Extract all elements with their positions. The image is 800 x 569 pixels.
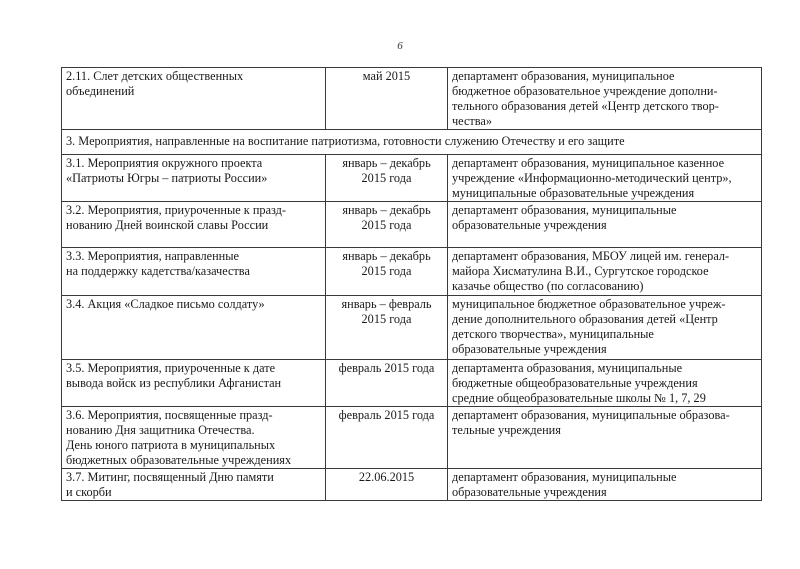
responsible-cell-line: департамент образования, муниципальные: [452, 470, 677, 484]
responsible-cell-line: образовательные учреждения: [452, 485, 607, 499]
table-row: [62, 360, 762, 407]
event-cell-line: 2.11. Слет детских общественных: [66, 69, 244, 83]
event-cell-line: «Патриоты Югры – патриоты России»: [66, 171, 268, 185]
responsible-cell-line: муниципальное бюджетное образовательное учреж-: [452, 297, 726, 311]
responsible-cell-line: бюджетные общеобразовательные учреждения: [452, 376, 698, 390]
event-cell-line: на поддержку кадетства/казачества: [66, 264, 250, 278]
responsible-cell-line: департамент образования, МБОУ лицей им. генерал-: [452, 249, 730, 263]
responsible-cell-line: учреждение «Информационно-методический центр»,: [452, 171, 732, 185]
event-cell-line: нованию Дней воинской славы России: [66, 218, 269, 232]
responsible-cell-line: майора Хисматулина В.И., Сургутское городское: [452, 264, 709, 278]
event-cell: [62, 296, 326, 360]
event-cell-line: 3.4. Акция «Сладкое письмо солдату»: [66, 297, 265, 311]
responsible-cell-line: казачье общество (по согласованию): [452, 279, 644, 293]
events-table: [61, 67, 762, 501]
responsible-cell: [448, 202, 762, 248]
responsible-cell-line: тельного образования детей «Центр детского твор-: [452, 99, 719, 113]
event-cell-line: 3.2. Мероприятия, приуроченные к празд-: [66, 203, 287, 217]
event-cell-line: вывода войск из республики Афганистан: [66, 376, 282, 390]
responsible-cell-line: образовательные учреждения: [452, 342, 607, 356]
event-cell-line: и скорби: [66, 485, 112, 499]
date-cell-line: 22.06.2015: [358, 470, 415, 484]
table-row: [62, 469, 762, 501]
date-cell: [326, 407, 448, 469]
responsible-cell: [448, 68, 762, 130]
event-cell-line: 3.6. Мероприятия, посвященные празд-: [66, 408, 273, 422]
date-cell: [326, 469, 448, 501]
table-row: [62, 68, 762, 130]
page-number: 6: [397, 40, 403, 52]
date-cell: [326, 155, 448, 202]
table-row: [62, 248, 762, 296]
responsible-cell-line: средние общеобразовательные школы № 1, 7, 29: [452, 391, 706, 405]
event-cell: [62, 68, 326, 130]
date-cell-line: январь – декабрь: [342, 249, 431, 263]
responsible-cell-line: чества»: [452, 114, 493, 128]
responsible-cell-line: департамент образования, муниципальные образова-: [452, 408, 730, 422]
date-cell-line: 2015 года: [361, 171, 412, 185]
responsible-cell-line: детского творчества», муниципальные: [452, 327, 654, 341]
event-cell-line: бюджетных образовательные учреждениях: [66, 453, 292, 467]
date-cell-line: 2015 года: [361, 264, 412, 278]
table-row: [62, 296, 762, 360]
date-cell: [326, 68, 448, 130]
responsible-cell-line: образовательные учреждения: [452, 218, 607, 232]
date-cell: [326, 360, 448, 407]
responsible-cell-line: департамент образования, муниципальное казенное: [452, 156, 725, 170]
date-cell-line: февраль 2015 года: [338, 361, 435, 375]
table-row: [62, 202, 762, 248]
event-cell-line: объединений: [66, 84, 135, 98]
events-table-body: [62, 68, 762, 501]
responsible-cell: [448, 248, 762, 296]
event-cell: [62, 469, 326, 501]
responsible-cell: [448, 469, 762, 501]
date-cell: [326, 202, 448, 248]
responsible-cell-line: дение дополнительного образования детей «Центр: [452, 312, 718, 326]
event-cell: [62, 407, 326, 469]
date-cell-line: январь – декабрь: [342, 203, 431, 217]
date-cell-line: февраль 2015 года: [338, 408, 435, 422]
date-cell: [326, 296, 448, 360]
table-row: [62, 155, 762, 202]
event-cell-line: 3.1. Мероприятия окружного проекта: [66, 156, 263, 170]
section-row: [62, 130, 762, 155]
responsible-cell: [448, 407, 762, 469]
date-cell-line: май 2015: [362, 69, 411, 83]
responsible-cell-line: муниципальные образовательные учреждения: [452, 186, 695, 200]
table-row: [62, 407, 762, 469]
responsible-cell-line: департамент образования, муниципальные: [452, 203, 677, 217]
responsible-cell-line: департамента образования, муниципальные: [452, 361, 683, 375]
event-cell-line: нованию Дня защитника Отечества.: [66, 423, 255, 437]
date-cell-line: 2015 года: [361, 218, 412, 232]
event-cell-line: 3.5. Мероприятия, приуроченные к дате: [66, 361, 276, 375]
event-cell: [62, 248, 326, 296]
date-cell-line: 2015 года: [361, 312, 412, 326]
responsible-cell: [448, 155, 762, 202]
date-cell: [326, 248, 448, 296]
date-cell-line: январь – декабрь: [342, 156, 431, 170]
event-cell: [62, 202, 326, 248]
responsible-cell: [448, 296, 762, 360]
date-cell-line: январь – февраль: [341, 297, 432, 311]
event-cell-line: День юного патриота в муниципальных: [66, 438, 276, 452]
event-cell: [62, 155, 326, 202]
responsible-cell-line: департамент образования, муниципальное: [452, 69, 675, 83]
event-cell-line: 3.3. Мероприятия, направленные: [66, 249, 239, 263]
responsible-cell: [448, 360, 762, 407]
section-title: 3. Мероприятия, направленные на воспитание патриотизма, готовности служению Отечеству и его защите: [62, 130, 762, 155]
responsible-cell-line: бюджетное образовательное учреждение дополни-: [452, 84, 718, 98]
event-cell-line: 3.7. Митинг, посвященный Дню памяти: [66, 470, 274, 484]
event-cell: [62, 360, 326, 407]
responsible-cell-line: тельные учреждения: [452, 423, 561, 437]
